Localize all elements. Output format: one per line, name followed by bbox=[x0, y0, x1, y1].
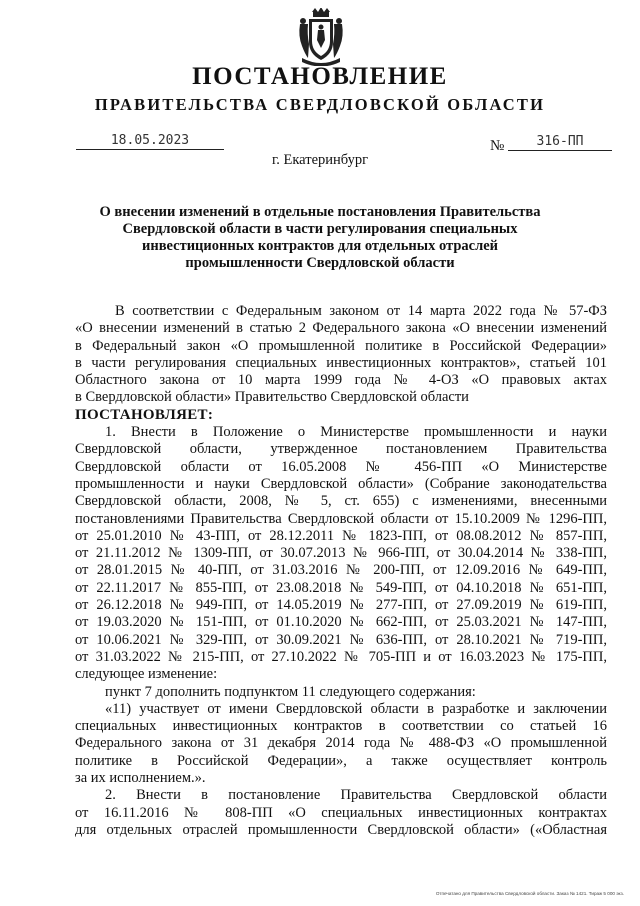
heading-line: О внесении изменений в отдельные постановления Правительства bbox=[99, 204, 541, 220]
body-line: следующее изменение: bbox=[75, 666, 218, 683]
body-line: 1. Внести в Положение о Министерстве промышленности и науки bbox=[105, 424, 607, 441]
body-line: от 28.01.2015 № 40-ПП, от 31.03.2016 № 200-ПП, от 12.09.2016 № 649-ПП, bbox=[75, 562, 607, 579]
document-subtitle: ПРАВИТЕЛЬСТВА СВЕРДЛОВСКОЙ ОБЛАСТИ bbox=[94, 95, 546, 114]
heading-line: промышленности Свердловской области bbox=[185, 255, 455, 271]
body-line: в Федеральный закон «О промышленной политике в Российской Федерации» bbox=[75, 337, 607, 354]
body-line: от 26.12.2018 № 949-ПП, от 14.05.2019 № 277-ПП, от 27.09.2019 № 619-ПП, bbox=[75, 597, 607, 614]
body-line: от 21.11.2012 № 1309-ПП, от 30.07.2013 № 966-ПП, от 30.04.2014 № 338-ПП, bbox=[75, 545, 607, 562]
body-line: Областного закона от 10 марта 1999 года № 4-ОЗ «О правовых актах bbox=[75, 372, 607, 389]
body-line: Свердловской области от 16.05.2008 № 456-ПП «О Министерстве bbox=[75, 458, 607, 475]
heading-line: Свердловской области в части регулирования специальных bbox=[122, 221, 518, 237]
body-line: В соответствии с Федеральным законом от 14 марта 2022 года № 57-ФЗ bbox=[115, 303, 607, 319]
body-line: политике в Российской Федерации», а также осуществляет контроль bbox=[75, 752, 607, 769]
document-heading bbox=[90, 204, 550, 272]
body-line: «О внесении изменений в статью 2 Федерального закона «О внесении изменений bbox=[75, 320, 607, 337]
body-line: от 10.06.2021 № 329-ПП, от 30.09.2021 № 636-ПП, от 28.10.2021 № 719-ПП, bbox=[75, 631, 607, 648]
body-line: пункт 7 дополнить подпунктом 11 следующего содержания: bbox=[105, 683, 476, 700]
heading-line: инвестиционных контрактов для отдельных отраслей bbox=[141, 238, 499, 254]
body-line: для отдельных отраслей промышленности Свердловской области» («Областная bbox=[75, 821, 607, 838]
document-title: ПОСТАНОВЛЕНИЕ bbox=[192, 63, 448, 90]
resolves-keyword: ПОСТАНОВЛЯЕТ: bbox=[75, 406, 214, 423]
body-line: Свердловской области, 2008, № 5, ст. 655) с изменениями, внесенными bbox=[75, 493, 607, 510]
document-number: 316-ПП bbox=[508, 134, 612, 151]
body-line: 2. Внести в постановление Правительства Свердловской области bbox=[105, 787, 607, 804]
body-line: от 19.03.2020 № 151-ПП, от 01.10.2020 № 662-ПП, от 25.03.2021 № 147-ПП, bbox=[75, 614, 607, 631]
coat-of-arms-icon bbox=[296, 8, 346, 66]
body-line: от 22.11.2017 № 855-ПП, от 23.08.2018 № 549-ПП, от 04.10.2018 № 651-ПП, bbox=[75, 579, 607, 596]
body-line: за их исполнением.». bbox=[75, 770, 206, 787]
number-sign: № bbox=[490, 138, 505, 154]
body-line: Свердловской области, утвержденное постановлением Правительства bbox=[75, 441, 607, 458]
body-line: в Свердловской области» Правительство Свердловской области bbox=[75, 389, 469, 406]
print-footer: Отпечатано для Правительства Свердловской области. Заказ № 1421. Тираж 5 000 экз. bbox=[435, 891, 624, 896]
document-date: 18.05.2023 bbox=[76, 133, 224, 150]
body-line: от 16.11.2016 № 808-ПП «О специальных инвестиционных контрактах bbox=[75, 804, 607, 821]
body-line: от 31.03.2022 № 215-ПП, от 27.10.2022 № 705-ПП и от 16.03.2023 № 175-ПП, bbox=[75, 648, 607, 665]
body-line: специальных инвестиционных контрактов в соответствии со статьей 16 bbox=[75, 718, 607, 735]
body-line: «11) участвует от имени Свердловской области в разработке и заключении bbox=[105, 700, 607, 717]
body-line: постановлениями Правительства Свердловской области от 15.10.2009 № 1296-ПП, bbox=[75, 510, 607, 527]
document-city: г. Екатеринбург bbox=[271, 152, 369, 168]
body-line: от 25.01.2010 № 43-ПП, от 28.12.2011 № 1823-ПП, от 08.08.2012 № 857-ПП, bbox=[75, 527, 607, 544]
document-body bbox=[75, 303, 607, 839]
body-line: промышленности и науки Свердловской области» (Собрание законодательства bbox=[75, 475, 607, 492]
body-line: в части регулирования специальных инвестиционных контрактов», статьей 101 bbox=[75, 354, 607, 371]
body-line: Федерального закона от 31 декабря 2014 года № 488-ФЗ «О промышленной bbox=[75, 735, 607, 752]
